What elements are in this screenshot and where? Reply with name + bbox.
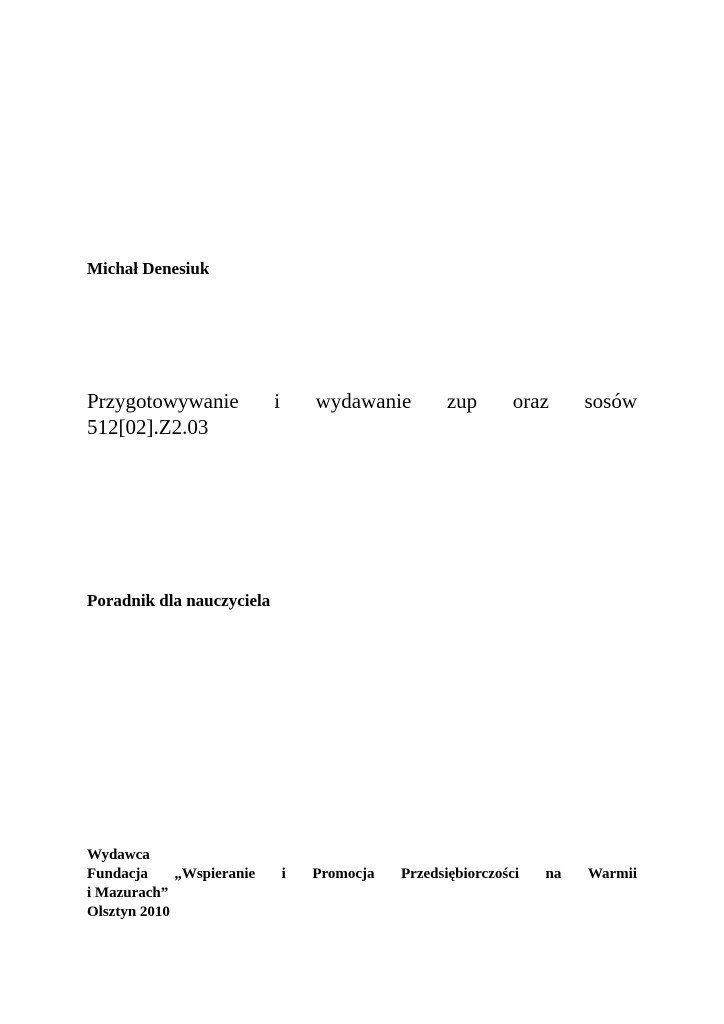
publisher-word: Warmii	[587, 866, 637, 882]
publisher-name-line-1	[87, 865, 637, 884]
publisher-word: Fundacja	[87, 866, 148, 882]
publisher-word: Promocja	[312, 866, 375, 882]
document-title	[87, 388, 637, 440]
title-line-1	[87, 388, 637, 414]
publisher-word: Przedsiębiorczości	[401, 866, 520, 882]
publisher-block	[87, 846, 637, 922]
author-name: Michał Denesiuk	[87, 259, 210, 278]
title-word: sosów	[584, 389, 637, 413]
title-word: Przygotowywanie	[87, 389, 239, 413]
title-word: i	[274, 389, 281, 413]
publisher-word: i	[281, 866, 286, 882]
document-subtitle: Poradnik dla nauczyciela	[87, 591, 271, 610]
publisher-label: Wydawca	[87, 847, 150, 863]
title-word: wydawanie	[315, 389, 412, 413]
publisher-word: na	[545, 866, 562, 882]
title-code: 512[02].Z2.03	[87, 415, 209, 439]
publication-place-year: Olsztyn 2010	[87, 904, 170, 920]
publisher-word: „Wspieranie	[174, 866, 256, 882]
title-word: oraz	[512, 389, 549, 413]
title-word: zup	[446, 389, 478, 413]
publisher-name-line-2: i Mazurach”	[87, 885, 169, 901]
